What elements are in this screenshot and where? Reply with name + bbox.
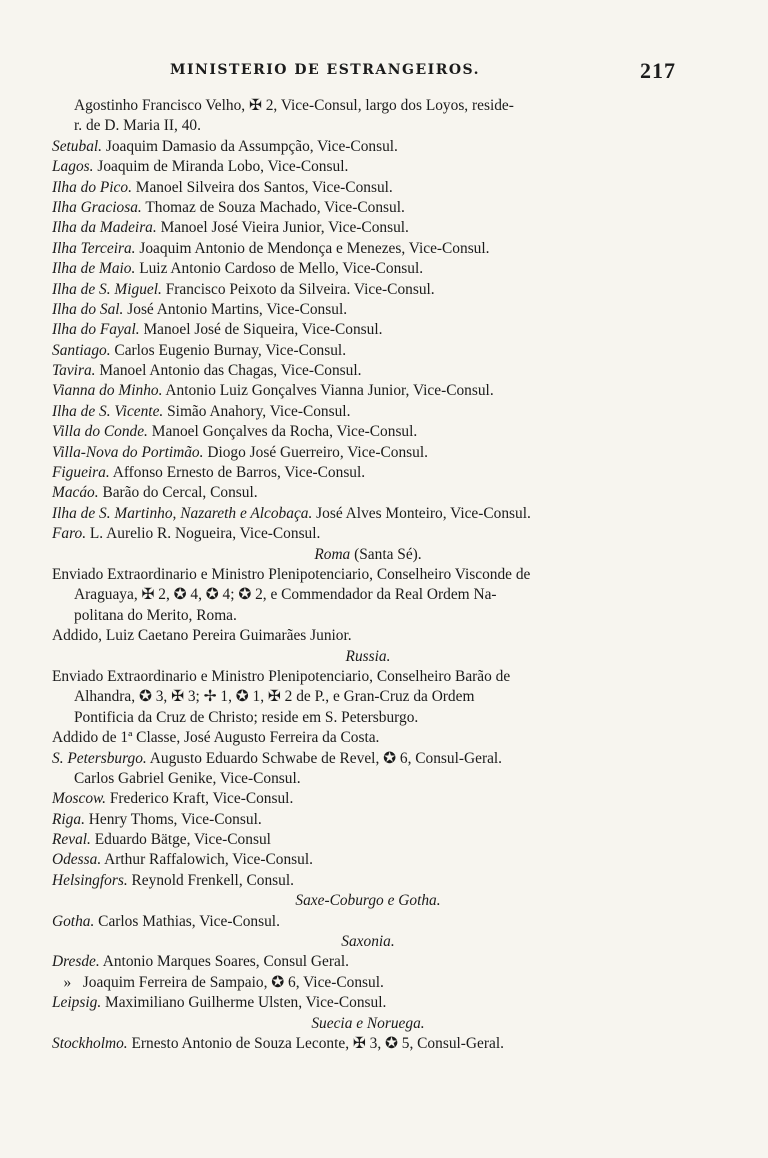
text-line: Odessa. Arthur Raffalowich, Vice-Consul. bbox=[52, 851, 313, 869]
text-line: Ilha de S. Martinho, Nazareth e Alcobaça. José Alves Monteiro, Vice-Consul. bbox=[52, 504, 531, 522]
text-line: Carlos Gabriel Genike, Vice-Consul. bbox=[74, 769, 301, 787]
text-line: Setubal. Joaquim Damasio da Assumpção, Vice-Consul. bbox=[52, 137, 398, 155]
section-heading: Saxonia. bbox=[341, 933, 395, 951]
section-heading: Russia. bbox=[345, 647, 391, 665]
text-line: Vianna do Minho. Antonio Luiz Gonçalves Vianna Junior, Vice-Consul. bbox=[52, 382, 494, 400]
text-line: Agostinho Francisco Velho, ✠ 2, Vice-Consul, largo dos Loyos, reside- bbox=[74, 97, 514, 114]
section-heading: Suecia e Noruega. bbox=[311, 1014, 425, 1032]
text-line: Addido de 1ª Classe, José Augusto Ferreira da Costa. bbox=[52, 729, 380, 747]
text-line: Ilha do Fayal. Manoel José de Siqueira, Vice-Consul. bbox=[52, 321, 383, 339]
text-line: politana do Merito, Roma. bbox=[74, 606, 237, 624]
text-line: Macáo. Barão do Cercal, Consul. bbox=[52, 484, 258, 502]
text-line: Ilha de S. Miguel. Francisco Peixoto da Silveira. Vice-Consul. bbox=[52, 280, 435, 298]
text-line: Araguaya, ✠ 2, ✪ 4, ✪ 4; ✪ 2, e Commendador da Real Ordem Na- bbox=[74, 586, 497, 604]
text-line: Enviado Extraordinario e Ministro Plenipotenciario, Conselheiro Visconde de bbox=[52, 565, 531, 583]
text-line: Gotha. Carlos Mathias, Vice-Consul. bbox=[52, 912, 280, 930]
text-line: Stockholmo. Ernesto Antonio de Souza Leconte, ✠ 3, ✪ 5, Consul-Geral. bbox=[52, 1034, 504, 1052]
text-line: Faro. L. Aurelio R. Nogueira, Vice-Consul. bbox=[52, 525, 321, 543]
text-line: Ilha de S. Vicente. Simão Anahory, Vice-Consul. bbox=[52, 402, 351, 420]
text-line: Riga. Henry Thoms, Vice-Consul. bbox=[52, 810, 262, 828]
running-header: MINISTERIO DE ESTRANGEIROS. bbox=[170, 62, 481, 78]
text-line: Ilha da Madeira. Manoel José Vieira Junior, Vice-Consul. bbox=[52, 219, 409, 237]
text-line: Reval. Eduardo Bätge, Vice-Consul bbox=[52, 831, 271, 849]
text-line: » Joaquim Ferreira de Sampaio, ✪ 6, Vice-Consul. bbox=[52, 973, 384, 991]
text-line: Enviado Extraordinario e Ministro Plenipotenciario, Conselheiro Barão de bbox=[52, 667, 511, 685]
text-line: Addido, Luiz Caetano Pereira Guimarães Junior. bbox=[52, 627, 352, 645]
text-line: Alhandra, ✪ 3, ✠ 3; ✢ 1, ✪ 1, ✠ 2 de P., e Gran-Cruz da Ordem bbox=[74, 688, 475, 706]
text-line: Dresde. Antonio Marques Soares, Consul Geral. bbox=[52, 953, 349, 971]
text-line: Figueira. Affonso Ernesto de Barros, Vice-Consul. bbox=[52, 464, 366, 482]
text-line: Ilha do Sal. José Antonio Martins, Vice-Consul. bbox=[52, 300, 348, 318]
document-body bbox=[52, 96, 684, 1054]
text-line: Moscow. Frederico Kraft, Vice-Consul. bbox=[52, 790, 294, 808]
text-line: Villa-Nova do Portimão. Diogo José Guerreiro, Vice-Consul. bbox=[52, 443, 428, 461]
text-line: Lagos. Joaquim de Miranda Lobo, Vice-Consul. bbox=[52, 158, 349, 176]
section-heading: Roma (Santa Sé). bbox=[314, 545, 422, 563]
text-line: Ilha de Maio. Luiz Antonio Cardoso de Mello, Vice-Consul. bbox=[52, 260, 424, 278]
text-line: Ilha Graciosa. Thomaz de Souza Machado, Vice-Consul. bbox=[52, 198, 405, 216]
text-line: Ilha Terceira. Joaquim Antonio de Mendonça e Menezes, Vice-Consul. bbox=[52, 239, 490, 257]
text-line: Tavira. Manoel Antonio das Chagas, Vice-Consul. bbox=[52, 362, 362, 380]
text-line: Ilha do Pico. Manoel Silveira dos Santos, Vice-Consul. bbox=[52, 178, 393, 196]
text-line: r. de D. Maria II, 40. bbox=[74, 117, 201, 135]
page-number: 217 bbox=[640, 58, 676, 83]
text-line: Villa do Conde. Manoel Gonçalves da Rocha, Vice-Consul. bbox=[52, 423, 418, 441]
text-line: Leipsig. Maximiliano Guilherme Ulsten, Vice-Consul. bbox=[52, 994, 387, 1012]
text-line: Pontificia da Cruz de Christo; reside em S. Petersburgo. bbox=[74, 708, 419, 726]
text-line: Santiago. Carlos Eugenio Burnay, Vice-Consul. bbox=[52, 341, 347, 359]
section-heading: Saxe-Coburgo e Gotha. bbox=[295, 892, 441, 910]
text-line: Helsingfors. Reynold Frenkell, Consul. bbox=[52, 871, 294, 889]
text-line: S. Petersburgo. Augusto Eduardo Schwabe de Revel, ✪ 6, Consul-Geral. bbox=[52, 749, 503, 767]
